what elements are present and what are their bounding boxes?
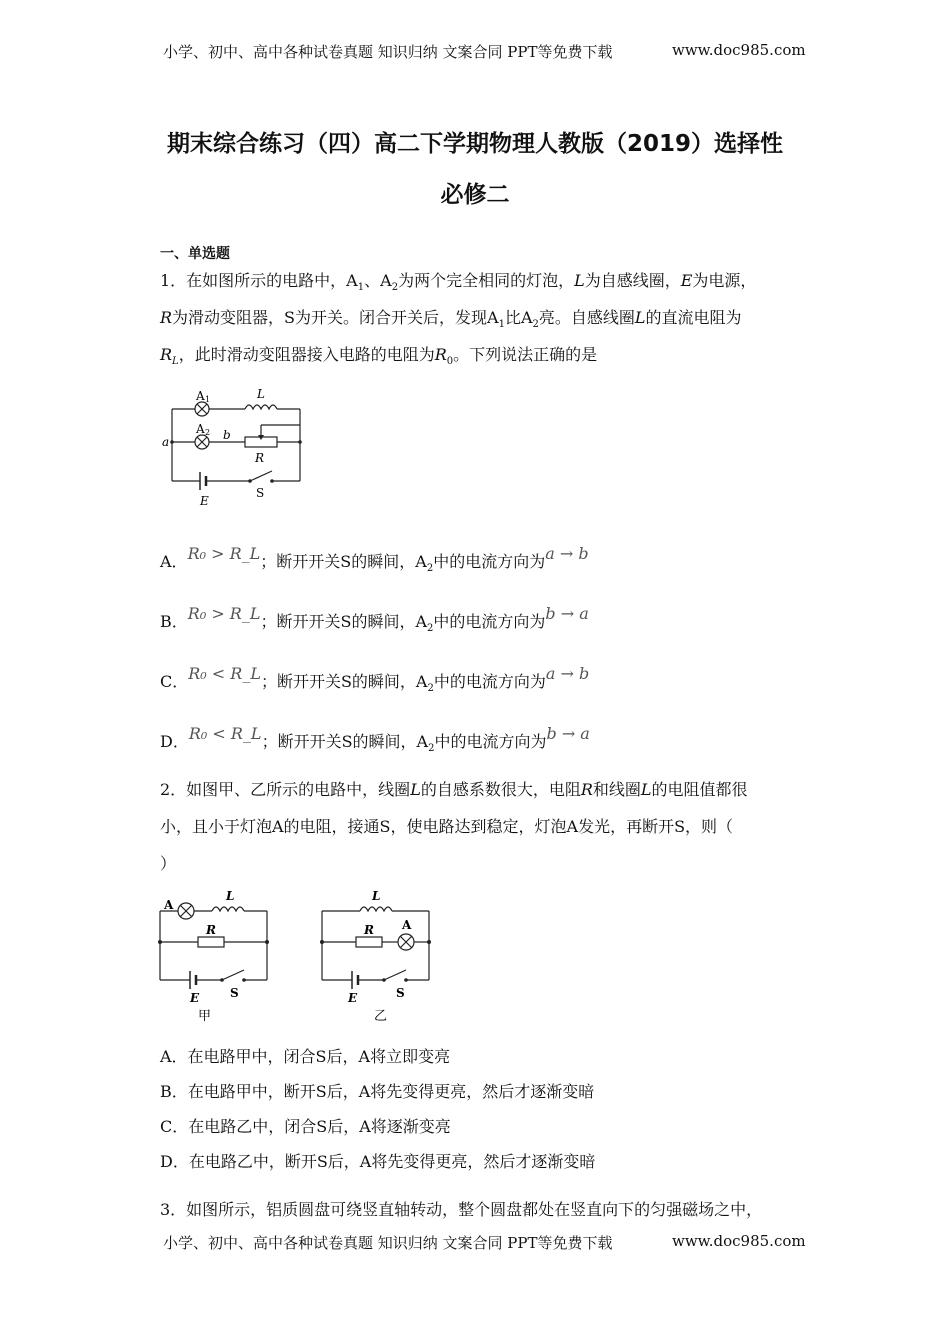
text: 。下列说法正确的是 [453, 345, 598, 364]
text: 中的电流方向为 [433, 672, 546, 691]
fig-label-E: E [348, 991, 358, 1005]
q1-option-b[interactable] [160, 604, 589, 635]
fig-label-A2-sub: 2 [205, 428, 211, 437]
q1-option-c[interactable] [160, 664, 590, 695]
q2-line2: 小，且小于灯泡A的电阻，接通S，使电路达到稳定，灯泡A发光，再断开S，则（ [160, 817, 734, 836]
fig-label-A2: A [196, 422, 205, 436]
symbol: L [640, 780, 652, 799]
q2-option-b[interactable]: B．在电路甲中，断开S后，A将先变得更亮，然后才逐渐变暗 [160, 1082, 595, 1101]
symbol: L [574, 271, 585, 290]
text: ；断开开关S的瞬间，A [260, 612, 428, 631]
text: 、A [364, 271, 392, 290]
text: ，此时滑动变阻器接入电路的电阻为 [178, 345, 435, 364]
option-condition: R₀ > R_L [187, 604, 261, 623]
text: 为电源， [692, 271, 757, 290]
sub: 2 [532, 319, 539, 331]
symbol: R [580, 780, 593, 799]
header-left-text: 小学、初中、高中各种试卷真题 知识归纳 文案合同 PPT等免费下载 [163, 43, 613, 61]
text: 的电阻值都很 [651, 780, 748, 799]
text: ；断开开关S的瞬间，A [261, 732, 429, 751]
text: 为两个完全相同的灯泡， [398, 271, 575, 290]
fig-label-L: L [372, 889, 381, 903]
text: 为自感线圈， [584, 271, 681, 290]
sub: L [172, 356, 179, 368]
text: ；断开开关S的瞬间，A [260, 672, 428, 691]
q1-option-d[interactable] [160, 724, 590, 755]
option-direction: b → a [545, 604, 589, 623]
text: 为滑动变阻器，S为开关。闭合开关后，发现A [172, 308, 499, 327]
q1-option-a[interactable] [160, 544, 589, 575]
symbol: R [160, 308, 173, 327]
fig-label-A1-sub: 1 [205, 395, 211, 404]
fig-label-S: S [256, 486, 265, 500]
fig-label-L: L [226, 889, 235, 903]
option-condition: R₀ < R_L [188, 664, 261, 683]
option-direction: a → b [545, 664, 590, 683]
sub: 2 [427, 623, 434, 635]
q2-line1 [160, 777, 748, 800]
fig-caption-jia: 甲 [198, 1009, 212, 1024]
fig-label-A: A [164, 898, 174, 912]
fig-label-E: E [200, 494, 209, 508]
q2-line3: ） [160, 854, 177, 873]
text: ；断开开关S的瞬间，A [260, 552, 427, 571]
fig-label-b: b [223, 428, 231, 442]
header-url[interactable]: www.doc985.com [672, 41, 806, 59]
text: 中的电流方向为 [433, 612, 546, 631]
sub: 2 [427, 683, 434, 695]
option-direction: a → b [545, 544, 589, 563]
option-condition: R₀ > R_L [187, 544, 261, 563]
fig-label-E: E [190, 991, 200, 1005]
symbol: R [434, 345, 447, 364]
text: 亮。自感线圈 [538, 308, 635, 327]
symbol: L [410, 780, 421, 799]
q2-option-a[interactable]: A．在电路甲中，闭合S后，A将立即变亮 [160, 1047, 451, 1066]
text: 1．在如图所示的电路中，A [160, 271, 358, 290]
fig-label-S: S [396, 986, 405, 1000]
fig-caption-yi: 乙 [374, 1009, 388, 1024]
symbol: R [160, 345, 173, 364]
text: 比A [504, 308, 533, 327]
sub: 2 [426, 563, 434, 575]
option-label: D． [160, 732, 189, 751]
q2-circuit-diagram-jia [150, 885, 280, 1025]
q1-line3 [160, 342, 597, 367]
text: 和线圈 [592, 780, 641, 799]
option-condition: R₀ < R_L [188, 724, 262, 743]
fig-label-a: a [162, 435, 170, 449]
text: 的直流电阻为 [645, 308, 742, 327]
q2-option-d[interactable]: D．在电路乙中，断开S后，A将先变得更亮，然后才逐渐变暗 [160, 1152, 596, 1171]
footer-left-text: 小学、初中、高中各种试卷真题 知识归纳 文案合同 PPT等免费下载 [163, 1234, 613, 1252]
fig-label-A: A [402, 918, 412, 932]
sub: 2 [391, 282, 399, 294]
page-title-line1: 期末综合练习（四）高二下学期物理人教版（2019）选择性 [166, 131, 783, 157]
sub: 0 [446, 356, 454, 368]
fig-label-R: R [364, 923, 374, 937]
q2-option-c[interactable]: C．在电路乙中，闭合S后，A将逐渐变亮 [160, 1117, 451, 1136]
text: 中的电流方向为 [433, 552, 546, 571]
text: 2．如图甲、乙所示的电路中，线圈 [160, 780, 411, 799]
fig-label-R: R [255, 451, 265, 465]
sub: 1 [498, 319, 505, 331]
fig-label-R: R [206, 923, 216, 937]
option-label: C． [160, 672, 189, 691]
sub: 2 [428, 743, 435, 755]
sub: 1 [357, 282, 365, 294]
q1-line1 [160, 268, 756, 293]
option-label: B． [160, 612, 188, 631]
fig-label-A1: A [196, 389, 205, 403]
fig-label-L: L [257, 387, 265, 401]
q1-circuit-diagram [155, 380, 320, 512]
footer-url[interactable]: www.doc985.com [672, 1232, 806, 1250]
option-direction: b → a [546, 724, 590, 743]
page-title-line2: 必修二 [440, 182, 510, 208]
q2-circuit-diagram-yi [312, 885, 442, 1025]
q3-line1: 3．如图所示，铝质圆盘可绕竖直轴转动，整个圆盘都处在竖直向下的匀强磁场之中， [160, 1200, 763, 1219]
symbol: L [634, 308, 646, 327]
symbol: E [680, 271, 693, 290]
q1-line2 [160, 305, 742, 330]
section-heading: 一、单选题 [160, 246, 230, 262]
fig-label-S: S [230, 986, 239, 1000]
text: 中的电流方向为 [434, 732, 547, 751]
text: 的自感系数很大，电阻 [420, 780, 581, 799]
option-label: A． [160, 552, 188, 571]
